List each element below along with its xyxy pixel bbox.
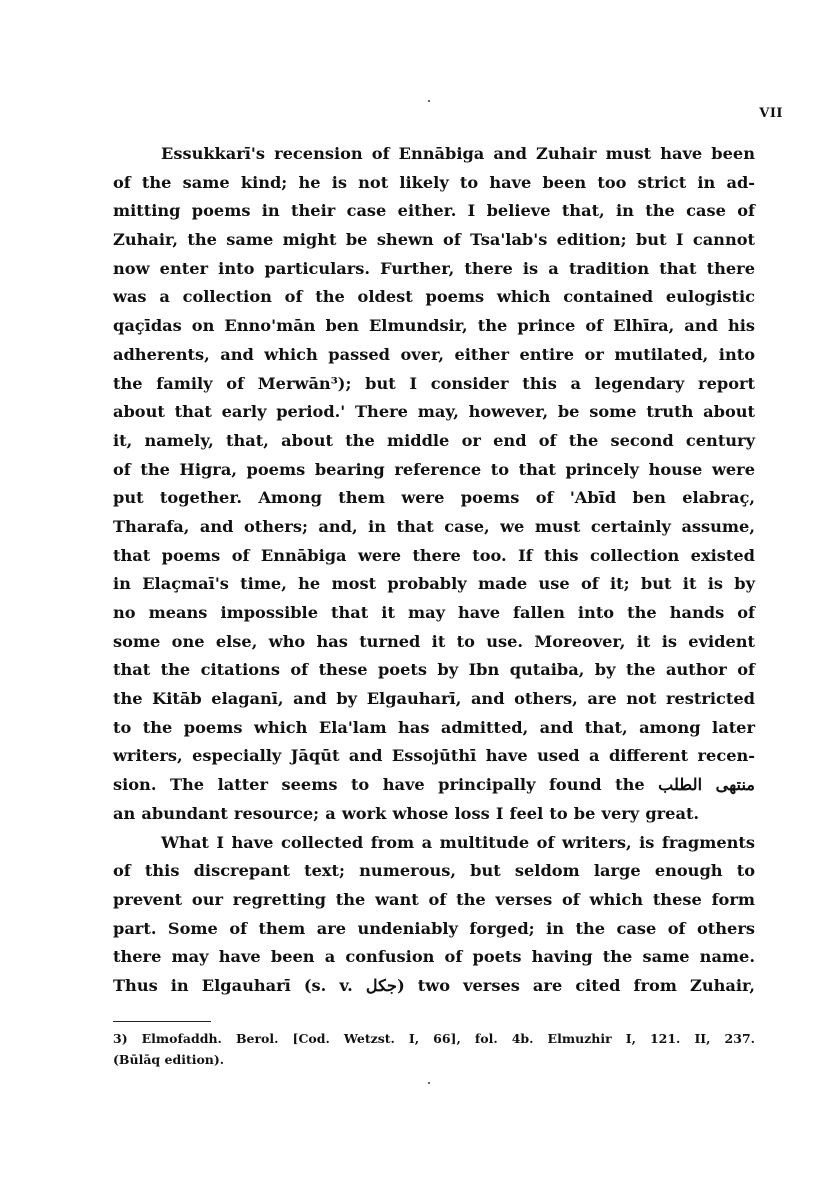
text-line: of the Higra, poems bearing reference to that princely house were: [113, 459, 755, 479]
text-line: it, namely, that, about the middle or end of the second century: [113, 430, 755, 450]
text-line: some one else, who has turned it to use. Moreover, it is evident: [113, 631, 755, 651]
text-line: that poems of Ennābiga were there too. If this collection existed: [113, 545, 755, 565]
text-line: now enter into particulars. Further, there is a tradition that there: [113, 258, 755, 278]
text-line: qaçīdas on Enno'mān ben Elmundsir, the prince of Elhīra, and his: [113, 316, 755, 336]
text-line: the family of Merwān³); but I consider this a legendary report: [113, 373, 755, 393]
body-text: [113, 140, 755, 1001]
text-line: mitting poems in their case either. I believe that, in the case of: [113, 201, 755, 221]
text-line: writers, especially Jāqūt and Essojūthī have used a different recen-: [113, 746, 755, 766]
footnote-line: 3) Elmofaddh. Berol. [Cod. Wetzst. I, 66], fol. 4b. Elmuzhir I, 121. II, 237.: [113, 1031, 755, 1046]
text-line: sion. The latter seems to have principally found the منتهى الطلب: [113, 775, 755, 795]
page-number: VII: [759, 106, 783, 121]
text-line: about that early period.' There may, however, be some truth about: [113, 402, 755, 422]
print-speck: [428, 100, 430, 102]
text-line: there may have been a confusion of poets having the same name.: [113, 947, 755, 967]
footnote-divider: [113, 1021, 211, 1022]
text-line: Essukkarī's recension of Ennābiga and Zuhair must have been: [161, 144, 755, 163]
text-line: prevent our regretting the want of the verses of which these form: [113, 889, 755, 909]
text-line: of this discrepant text; numerous, but seldom large enough to: [113, 861, 755, 881]
text-line: Thus in Elgauharī (s. v. جكل) two verses are cited from Zuhair,: [113, 975, 755, 995]
text-line: part. Some of them are undeniably forged; in the case of others: [113, 918, 755, 938]
text-line: Tharafa, and others; and, in that case, we must certainly assume,: [113, 516, 755, 536]
print-speck: [428, 1082, 430, 1084]
text-line: adherents, and which passed over, either entire or mutilated, into: [113, 344, 755, 364]
text-line: to the poems which Ela'lam has admitted, and that, among later: [113, 717, 755, 737]
text-line: that the citations of these poets by Ibn qutaiba, by the author of: [113, 660, 755, 680]
text-line: Zuhair, the same might be shewn of Tsa'lab's edition; but I cannot: [113, 230, 755, 250]
text-line: in Elaçmaī's time, he most probably made use of it; but it is by: [113, 574, 755, 594]
footnote-line: (Būlāq edition).: [113, 1052, 225, 1067]
text-line: the Kitāb elaganī, and by Elgauharī, and others, are not restricted: [113, 689, 755, 709]
footnote: [113, 1028, 755, 1070]
text-line: What I have collected from a multitude of writers, is fragments: [161, 832, 755, 852]
text-line: of the same kind; he is not likely to have been too strict in ad-: [113, 172, 755, 192]
text-line: was a collection of the oldest poems which contained eulogistic: [113, 287, 755, 307]
text-line: put together. Among them were poems of 'Abīd ben elabraç,: [113, 488, 755, 508]
text-line: an abundant resource; a work whose loss I feel to be very great.: [113, 803, 700, 823]
text-line: no means impossible that it may have fallen into the hands of: [113, 603, 755, 622]
